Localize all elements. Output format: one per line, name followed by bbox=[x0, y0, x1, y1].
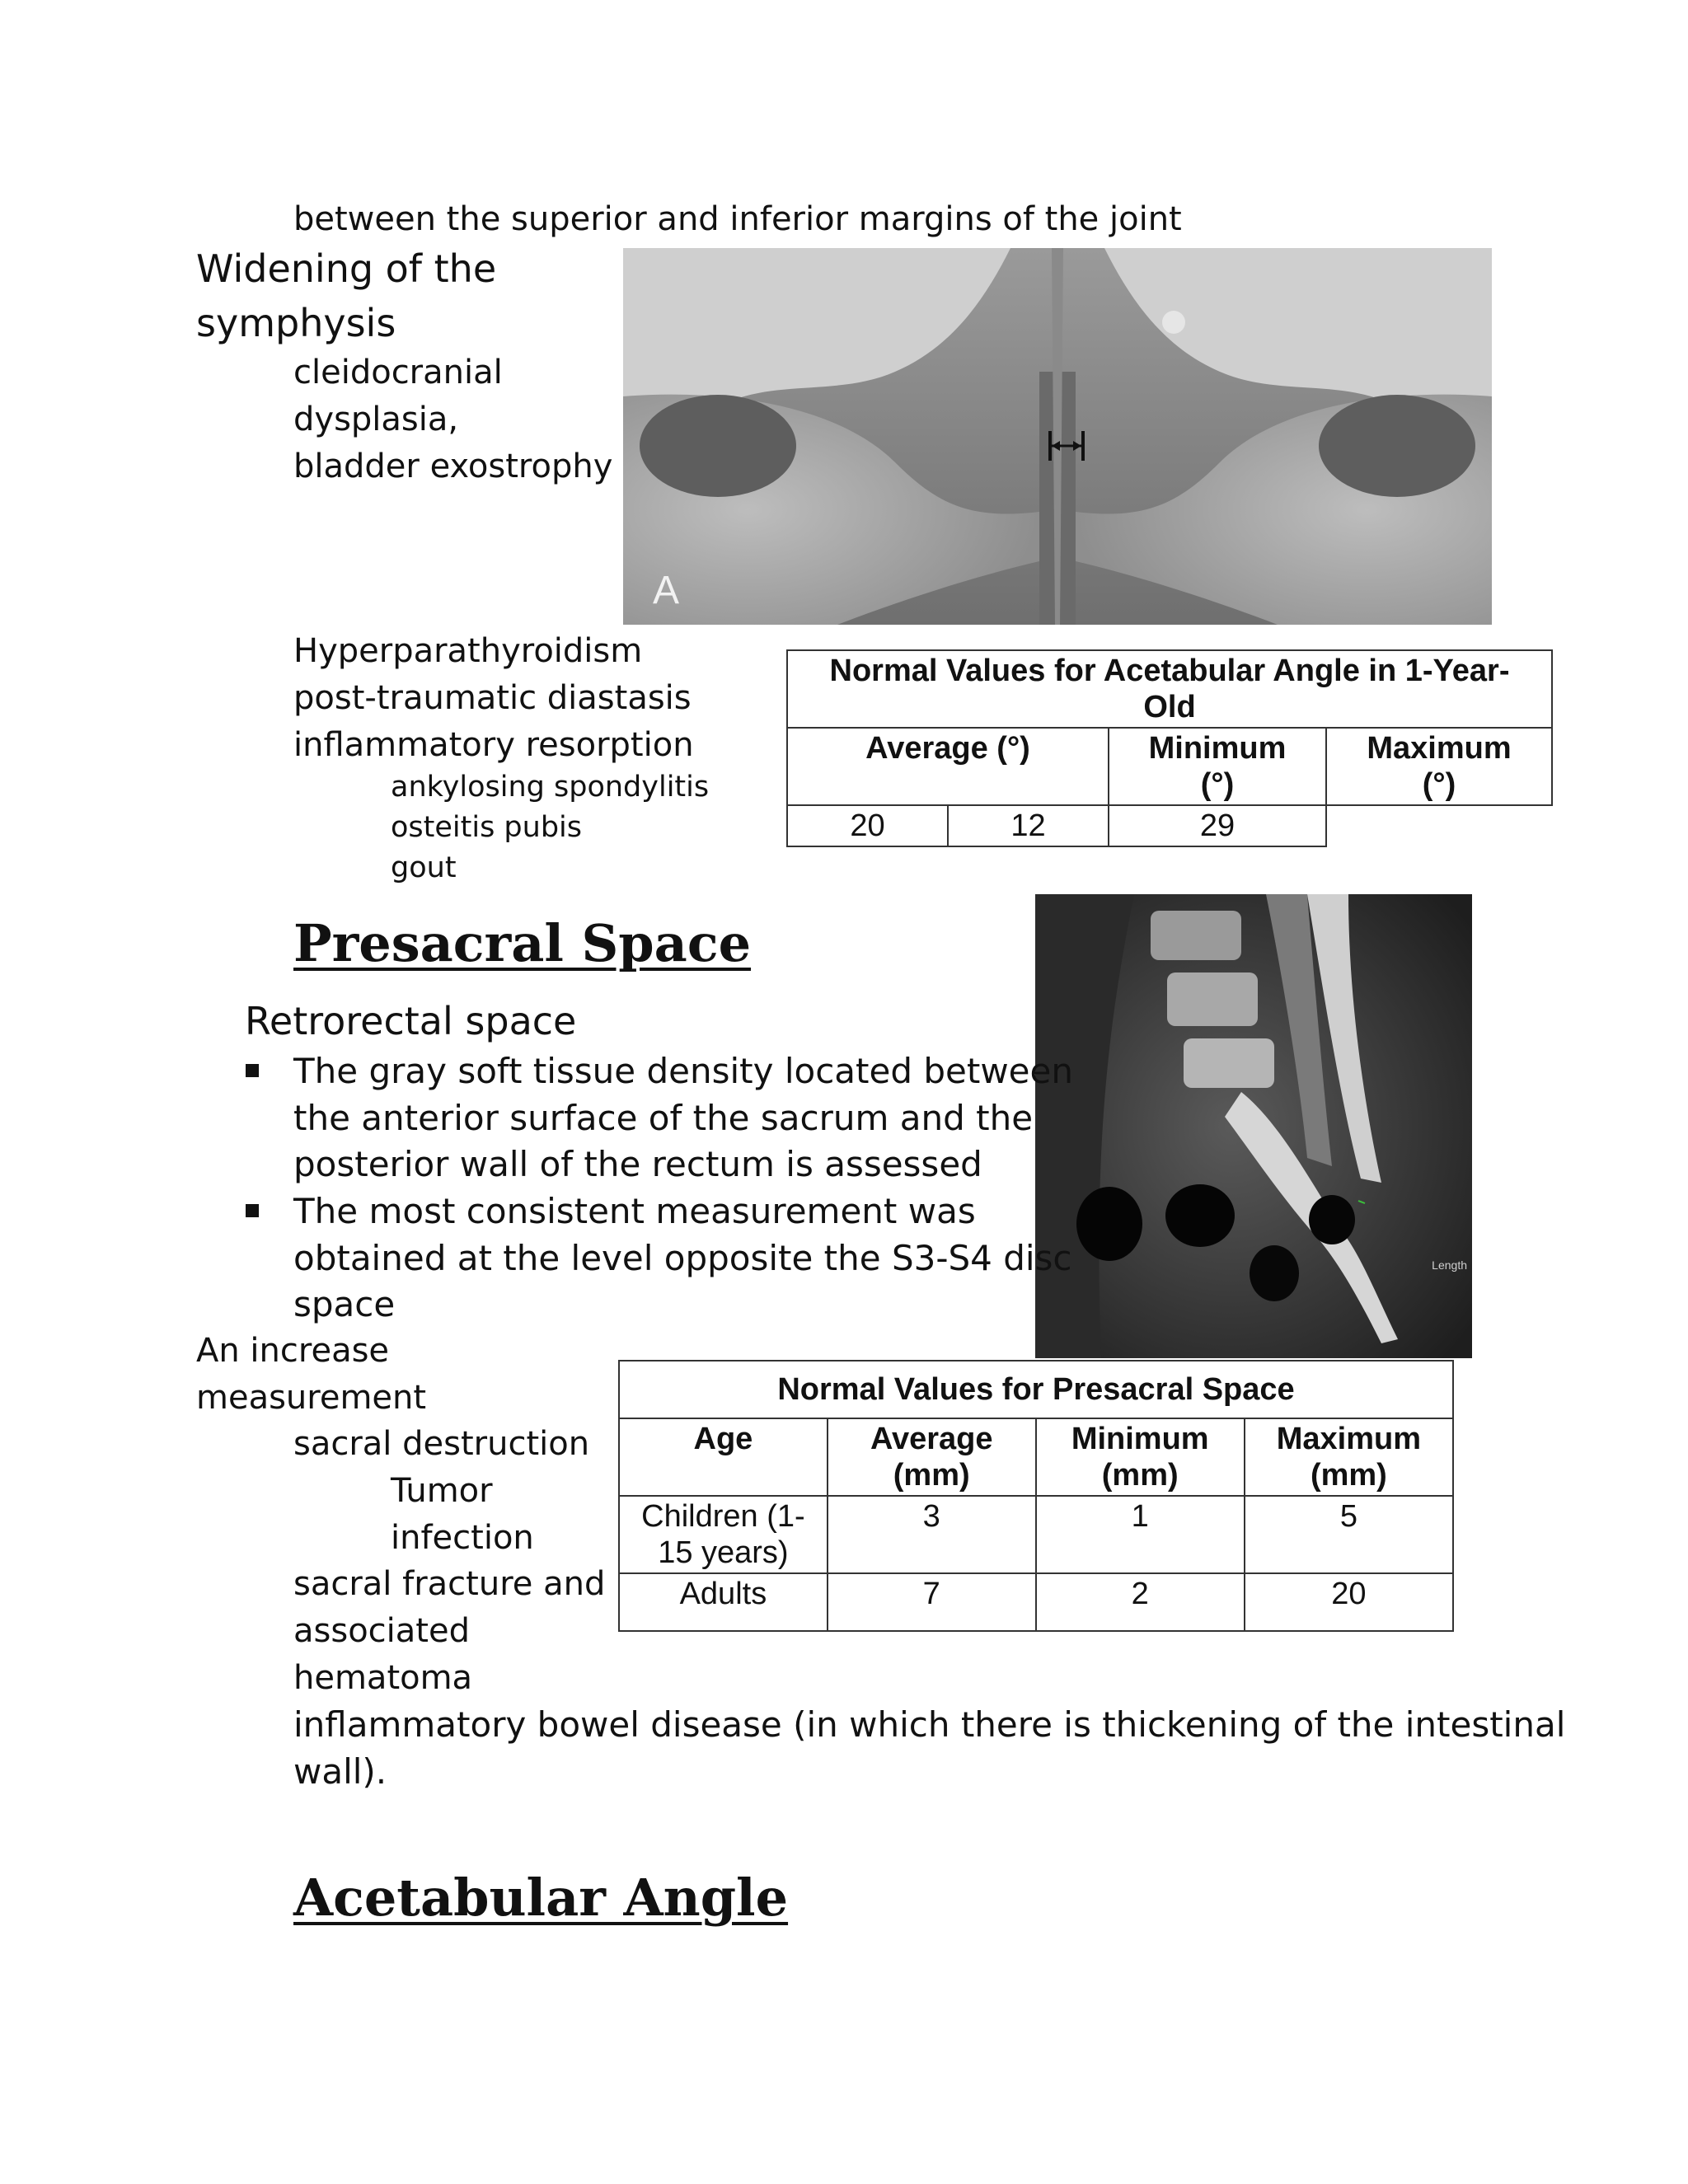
table-cell: 29 bbox=[1109, 805, 1326, 846]
table-cell: 2 bbox=[1036, 1573, 1245, 1631]
table-cell: Children (1- 15 years) bbox=[619, 1496, 828, 1573]
bullet-text-line: the anterior surface of the sacrum and the bbox=[293, 1098, 1034, 1138]
cause-line: cleidocranial bbox=[293, 354, 503, 391]
bullet-square bbox=[246, 1064, 259, 1077]
bullet-text-line: space bbox=[293, 1284, 396, 1324]
bullet-text-line: The most consistent measurement was bbox=[293, 1191, 976, 1231]
table-cell: 20 bbox=[787, 805, 948, 846]
sub-cause-line: infection bbox=[391, 1519, 534, 1557]
table-title: Normal Values for Presacral Space bbox=[619, 1361, 1453, 1418]
pelvis-xray-drawing bbox=[623, 248, 1492, 625]
cause-line: associated bbox=[293, 1612, 470, 1650]
cause-line: post-traumatic diastasis bbox=[293, 679, 692, 717]
section-heading: Acetabular Angle bbox=[293, 1868, 789, 1928]
table-cell: 12 bbox=[948, 805, 1109, 846]
table-cell: Adults bbox=[619, 1573, 828, 1631]
header-age: Age bbox=[619, 1418, 828, 1496]
increase-line: An increase bbox=[196, 1332, 390, 1370]
cause-line: Hyperparathyroidism bbox=[293, 632, 643, 670]
continued-text: between the superior and inferior margins of the joint bbox=[293, 200, 1182, 238]
table-row bbox=[619, 1496, 1453, 1573]
acetabular-values-table bbox=[786, 649, 1553, 847]
cause-line: dysplasia, bbox=[293, 401, 459, 438]
cause-line: hematoma bbox=[293, 1659, 473, 1697]
table-cell: 7 bbox=[828, 1573, 1036, 1631]
section-subtitle: Retrorectal space bbox=[245, 999, 577, 1043]
cause-line: sacral fracture and bbox=[293, 1565, 606, 1603]
empty-cell bbox=[1326, 805, 1552, 846]
table-cell: 20 bbox=[1245, 1573, 1453, 1631]
sagittal-ct-drawing bbox=[1035, 894, 1472, 1358]
cause-line: sacral destruction bbox=[293, 1425, 590, 1463]
table-cell: 5 bbox=[1245, 1496, 1453, 1573]
bullet-text-line: obtained at the level opposite the S3-S4 disc bbox=[293, 1238, 1072, 1278]
table-row bbox=[619, 1573, 1453, 1631]
cause-line: wall). bbox=[293, 1751, 387, 1792]
cause-line: inflammatory bowel disease (in which there is thickening of the intestinal bbox=[293, 1704, 1566, 1745]
bullet-square bbox=[246, 1204, 259, 1217]
sub-cause-line: gout bbox=[391, 851, 457, 884]
table-cell: 1 bbox=[1036, 1496, 1245, 1573]
image-label: A bbox=[653, 569, 680, 612]
sagittal-ct-image bbox=[1035, 894, 1472, 1358]
sub-cause-line: Tumor bbox=[391, 1472, 493, 1510]
bullet-text-line: posterior wall of the rectum is assessed bbox=[293, 1144, 982, 1184]
header-maximum: Maximum (mm) bbox=[1245, 1418, 1453, 1496]
table-cell: 3 bbox=[828, 1496, 1036, 1573]
bullet-text-line: The gray soft tissue density located between bbox=[293, 1051, 1073, 1091]
image-label: Length bbox=[1432, 1258, 1467, 1272]
section-heading: Presacral Space bbox=[293, 913, 752, 973]
cause-line: inflammatory resorption bbox=[293, 726, 694, 764]
table-title: Normal Values for Acetabular Angle in 1-Year- Old bbox=[787, 650, 1552, 728]
header-minimum: Minimum (mm) bbox=[1036, 1418, 1245, 1496]
sub-cause-line: ankylosing spondylitis bbox=[391, 771, 710, 804]
header-maximum: Maximum (°) bbox=[1326, 728, 1552, 805]
pelvis-xray-image bbox=[623, 248, 1492, 625]
increase-line: measurement bbox=[196, 1379, 427, 1417]
header-average: Average (°) bbox=[787, 728, 1109, 805]
header-average: Average (mm) bbox=[828, 1418, 1036, 1496]
cause-line: bladder exostrophy bbox=[293, 448, 613, 485]
symphysis-heading-line1: Widening of the bbox=[196, 246, 497, 291]
sub-cause-line: osteitis pubis bbox=[391, 811, 583, 844]
presacral-values-table bbox=[618, 1360, 1454, 1632]
header-minimum: Minimum (°) bbox=[1109, 728, 1326, 805]
symphysis-heading-line2: symphysis bbox=[196, 301, 396, 345]
